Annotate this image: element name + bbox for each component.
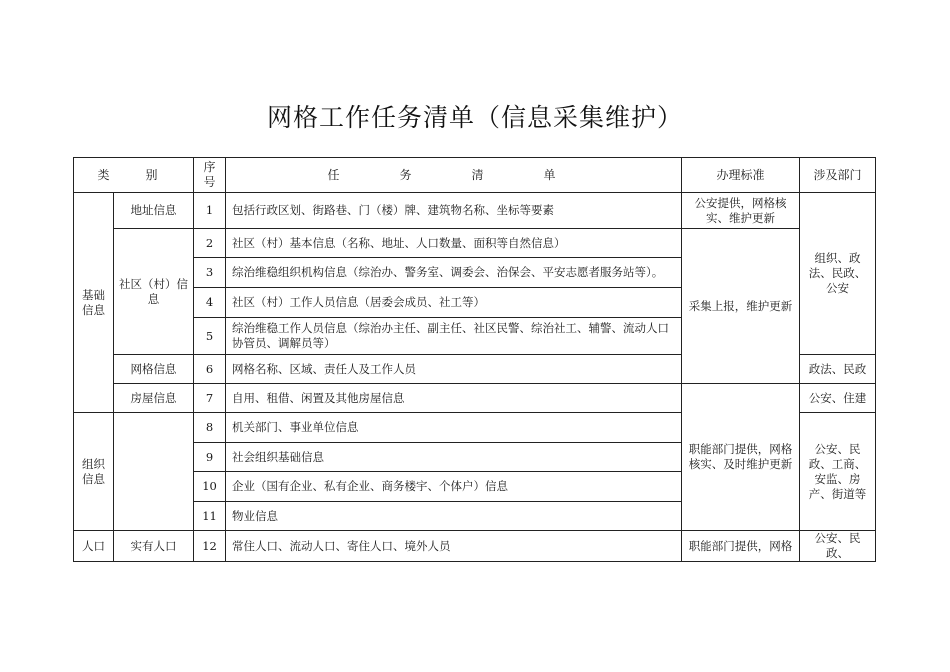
- table-row: [74, 193, 876, 229]
- dept-5: 公安、民政、: [800, 531, 876, 562]
- subgroup-org-empty: [114, 413, 194, 531]
- row-task: 网格名称、区域、责任人及工作人员: [226, 355, 682, 384]
- dept-2: 政法、民政: [800, 355, 876, 384]
- dept-3: 公安、住建: [800, 384, 876, 413]
- table-row: [74, 229, 876, 258]
- group-org: 组织信息: [74, 413, 114, 531]
- row-task: 社区（村）工作人员信息（居委会成员、社工等）: [226, 288, 682, 318]
- row-no: 10: [194, 472, 226, 502]
- header-dept: 涉及部门: [800, 158, 876, 193]
- row-no: 6: [194, 355, 226, 384]
- standard-3: 职能部门提供，网格核实、及时维护更新: [682, 384, 800, 531]
- group-pop: 人口: [74, 531, 114, 562]
- row-no: 2: [194, 229, 226, 258]
- row-task: 常住人口、流动人口、寄住人口、境外人员: [226, 531, 682, 562]
- row-task: 物业信息: [226, 502, 682, 531]
- standard-2: 采集上报，维护更新: [682, 229, 800, 384]
- row-no: 9: [194, 443, 226, 472]
- row-no: 12: [194, 531, 226, 562]
- row-task: 综治维稳工作人员信息（综治办主任、副主任、社区民警、综治社工、辅警、流动人口协管员、调解员等）: [226, 318, 682, 355]
- header-standard: 办理标准: [682, 158, 800, 193]
- row-no: 7: [194, 384, 226, 413]
- subgroup-housing: 房屋信息: [114, 384, 194, 413]
- table-header-row: [74, 158, 876, 193]
- subgroup-grid: 网格信息: [114, 355, 194, 384]
- table-row: [74, 384, 876, 413]
- row-task: 社区（村）基本信息（名称、地址、人口数量、面积等自然信息）: [226, 229, 682, 258]
- standard-1: 公安提供，网格核实、维护更新: [682, 193, 800, 229]
- standard-4: 职能部门提供，网格: [682, 531, 800, 562]
- row-no: 8: [194, 413, 226, 443]
- row-no: 5: [194, 318, 226, 355]
- header-tasks: 任 务 清 单: [226, 158, 682, 193]
- dept-4: 公安、民政、工商、安监、房产、街道等: [800, 413, 876, 531]
- subgroup-community: 社区（村）信息: [114, 229, 194, 355]
- row-no: 11: [194, 502, 226, 531]
- row-task: 综治维稳组织机构信息（综治办、警务室、调委会、治保会、平安志愿者服务站等）。: [226, 258, 682, 288]
- row-no: 1: [194, 193, 226, 229]
- dept-1: 组织、政法、民政、公安: [800, 193, 876, 355]
- row-no: 4: [194, 288, 226, 318]
- row-task: 社会组织基础信息: [226, 443, 682, 472]
- subgroup-resident-pop: 实有人口: [114, 531, 194, 562]
- table-row: [74, 531, 876, 562]
- row-task: 自用、租借、闲置及其他房屋信息: [226, 384, 682, 413]
- row-task: 包括行政区划、街路巷、门（楼）牌、建筑物名称、坐标等要素: [226, 193, 682, 229]
- row-no: 3: [194, 258, 226, 288]
- header-category: 类 别: [74, 158, 194, 193]
- header-seq: 序号: [194, 158, 226, 193]
- row-task: 企业（国有企业、私有企业、商务楼宇、个体户）信息: [226, 472, 682, 502]
- subgroup-address: 地址信息: [114, 193, 194, 229]
- task-table: [73, 157, 876, 562]
- group-basic: 基础信息: [74, 193, 114, 413]
- page-title: 网格工作任务清单（信息采集维护）: [266, 103, 683, 132]
- row-task: 机关部门、事业单位信息: [226, 413, 682, 443]
